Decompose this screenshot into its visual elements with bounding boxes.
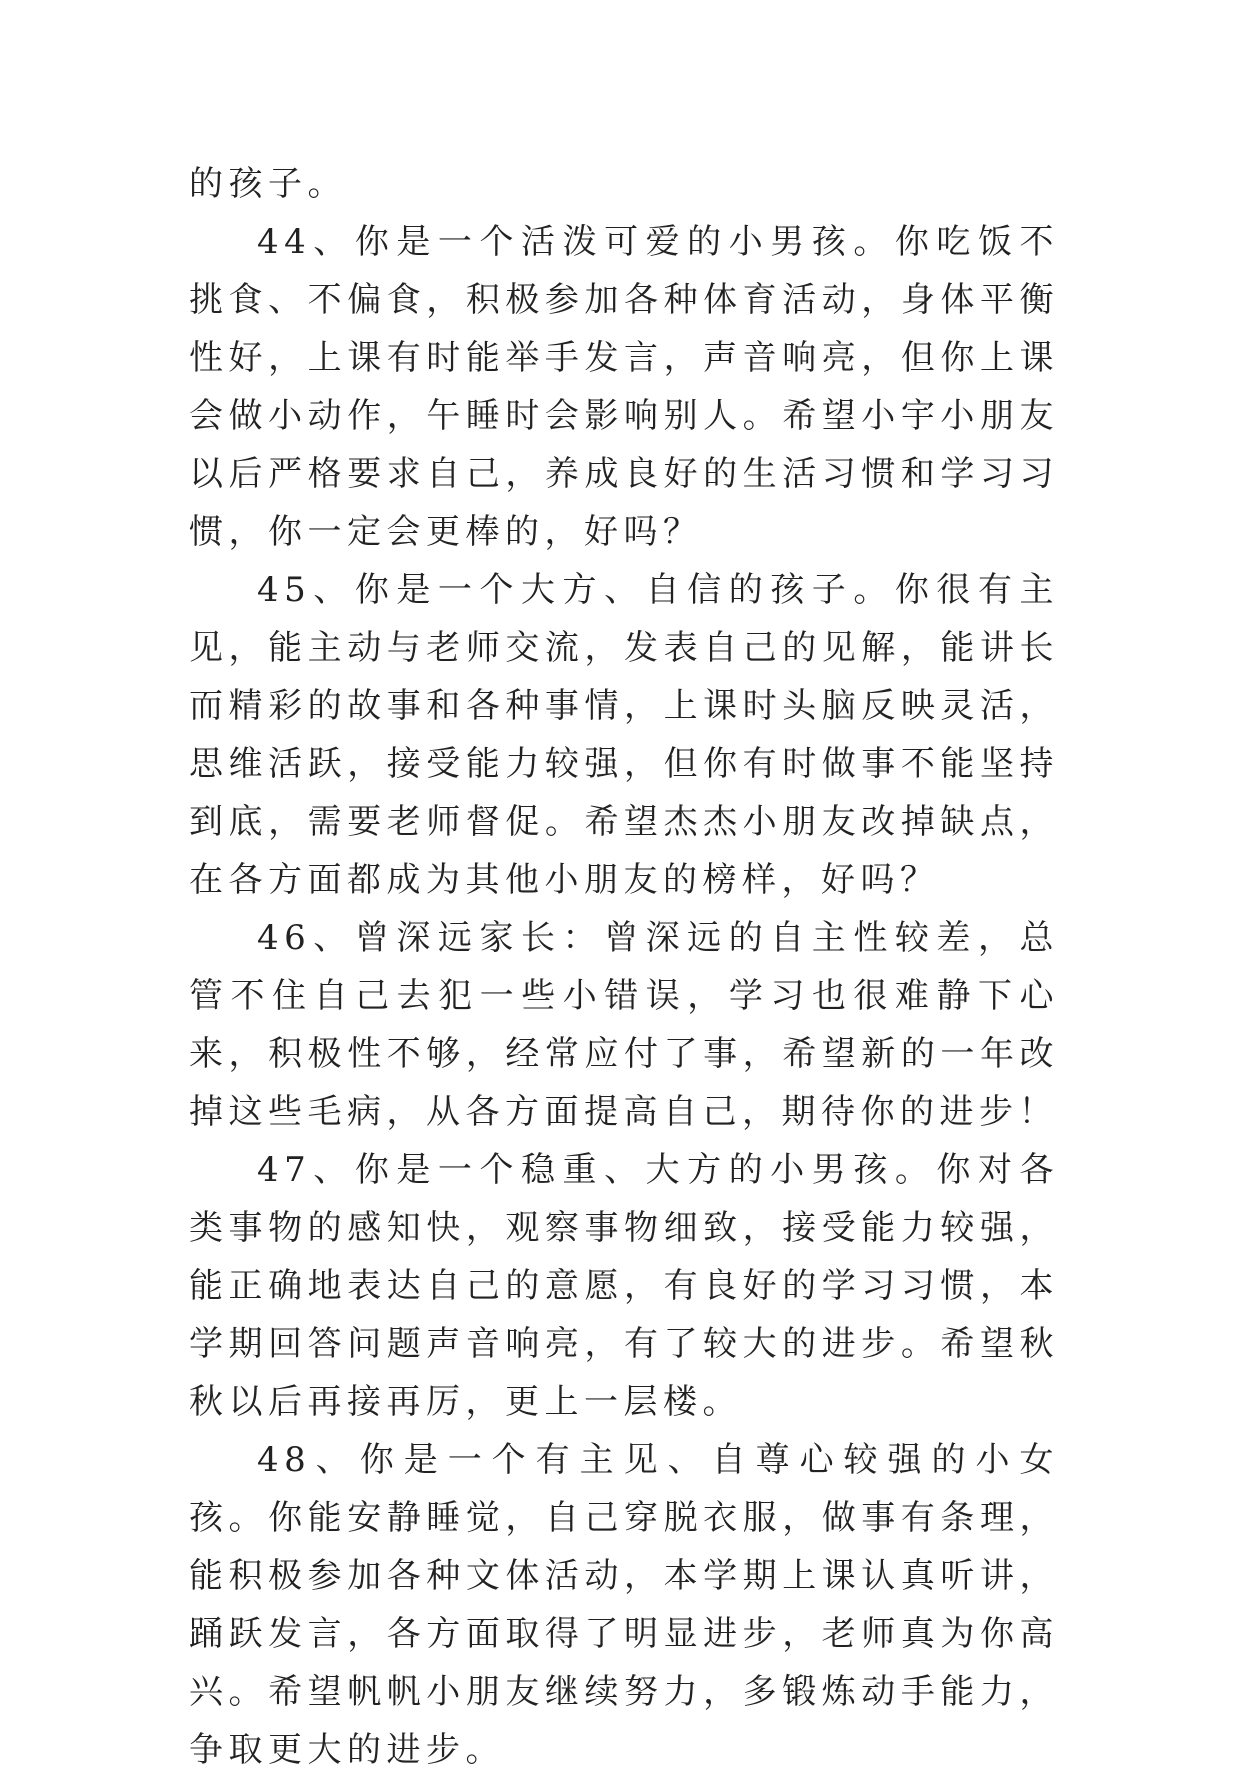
paragraph-47: 47、你是一个稳重、大方的小男孩。你对各类事物的感知快，观察事物细致，接受能力较强，能正确地表达自己的意愿，有良好的学习习惯，本学期回答问题声音响亮，有了较大的进步。希望秋秋以后再接再厉，更上一层楼。 [189,1150,1059,1422]
paragraph-46: 46、曾深远家长：曾深远的自主性较差，总管不住自己去犯一些小错误，学习也很难静下心来，积极性不够，经常应付了事，希望新的一年改掉这些毛病，从各方面提高自己，期待你的进步！ [189,918,1059,1132]
document-body [189,155,1059,1779]
paragraph-continuation: 的孩子。 [189,164,347,204]
paragraph-44: 44、你是一个活泼可爱的小男孩。你吃饭不挑食、不偏食，积极参加各种体育活动，身体平衡性好，上课有时能举手发言，声音响亮，但你上课会做小动作，午睡时会影响别人。希望小宇小朋友以后严格要求自己，养成良好的生活习惯和学习习惯，你一定会更棒的，好吗？ [189,222,1059,552]
paragraph-48: 48、你是一个有主见、自尊心较强的小女孩。你能安静睡觉，自己穿脱衣服，做事有条理，能积极参加各种文体活动，本学期上课认真听讲，踊跃发言，各方面取得了明显进步，老师真为你高兴。希望帆帆小朋友继续努力，多锻炼动手能力，争取更大的进步。 [189,1440,1059,1770]
paragraph-45: 45、你是一个大方、自信的孩子。你很有主见，能主动与老师交流，发表自己的见解，能讲长而精彩的故事和各种事情，上课时头脑反映灵活，思维活跃，接受能力较强，但你有时做事不能坚持到底，需要老师督促。希望杰杰小朋友改掉缺点，在各方面都成为其他小朋友的榜样，好吗？ [189,570,1059,900]
